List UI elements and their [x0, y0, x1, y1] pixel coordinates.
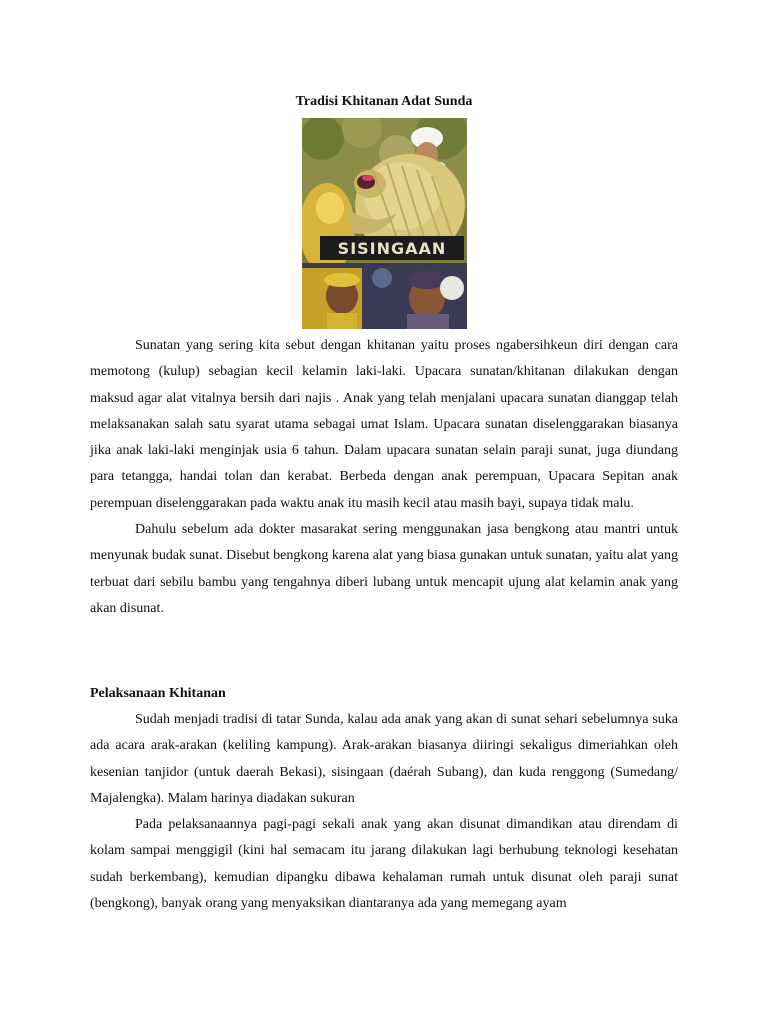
section-heading: Pelaksanaan Khitanan — [90, 686, 226, 701]
sign-text: SISINGAAN — [337, 239, 447, 258]
document-title: Tradisi Khitanan Adat Sunda — [295, 94, 473, 109]
section-pelaksanaan — [90, 707, 678, 917]
paragraph: Sunatan yang sering kita sebut dengan khitanan yaitu proses ngabersihkeun diri dengan cara memotong (kulup) sebagian kecil kelamin laki-laki. Upacara sunatan/khitanan dilakukan dengan maksud agar alat vitalnya bersih dari najis . Anak yang telah menjalani upacara sunatan dianggap telah melaksanakan salah satu syarat utama sebagai umat Islam. Upacara sunatan diselenggarakan biasanya jika anak laki-laki menginjak usia 6 tahun. Dalam upacara sunatan selain paraji sunat, juga diundang para tetangga, handai tolan dan kerabat. Berbeda dengan anak perempuan, Upacara Sepitan anak perempuan diselenggarakan pada waktu anak itu masih kecil atau masih bayi, supaya tidak malu. — [90, 338, 678, 511]
section-intro — [90, 333, 678, 622]
paragraph: Pada pelaksanaannya pagi-pagi sekali anak yang akan disunat dimandikan atau direndam di kolam sampai menggigil (kini hal semacam itu jarang dilakukan lagi berhubung teknologi kesehatan sudah berkembang), kemudian dipangku dibawa kehalaman rumah untuk disunat oleh paraji sunat (bengkong), banyak orang yang menyaksikan diantaranya ada yang memegang ayam — [90, 817, 678, 912]
paragraph: Dahulu sebelum ada dokter masarakat sering menggunakan jasa bengkong atau mantri untuk menyunak budak sunat. Disebut bengkong karena alat yang biasa gunakan untuk sunatan, yaitu alat yang terbuat dari sebilu bambu yang tengahnya diberi lubang untuk mencapit ujung alat kelamin anak yang akan disunat. — [90, 522, 678, 616]
paragraph: Sudah menjadi tradisi di tatar Sunda, kalau ada anak yang akan di sunat sehari sebelumnya suka ada acara arak-arakan (keliling kampung). Arak-arakan biasanya diiringi sekaligus dimeriahkan oleh kesenian tanjidor (untuk daerah Bekasi), sisingaan (daérah Subang), dan kuda renggong (Sumedang/ Majalengka). Malam harinya diadakan sukuran — [90, 712, 678, 806]
sisingaan-photo — [302, 118, 467, 329]
